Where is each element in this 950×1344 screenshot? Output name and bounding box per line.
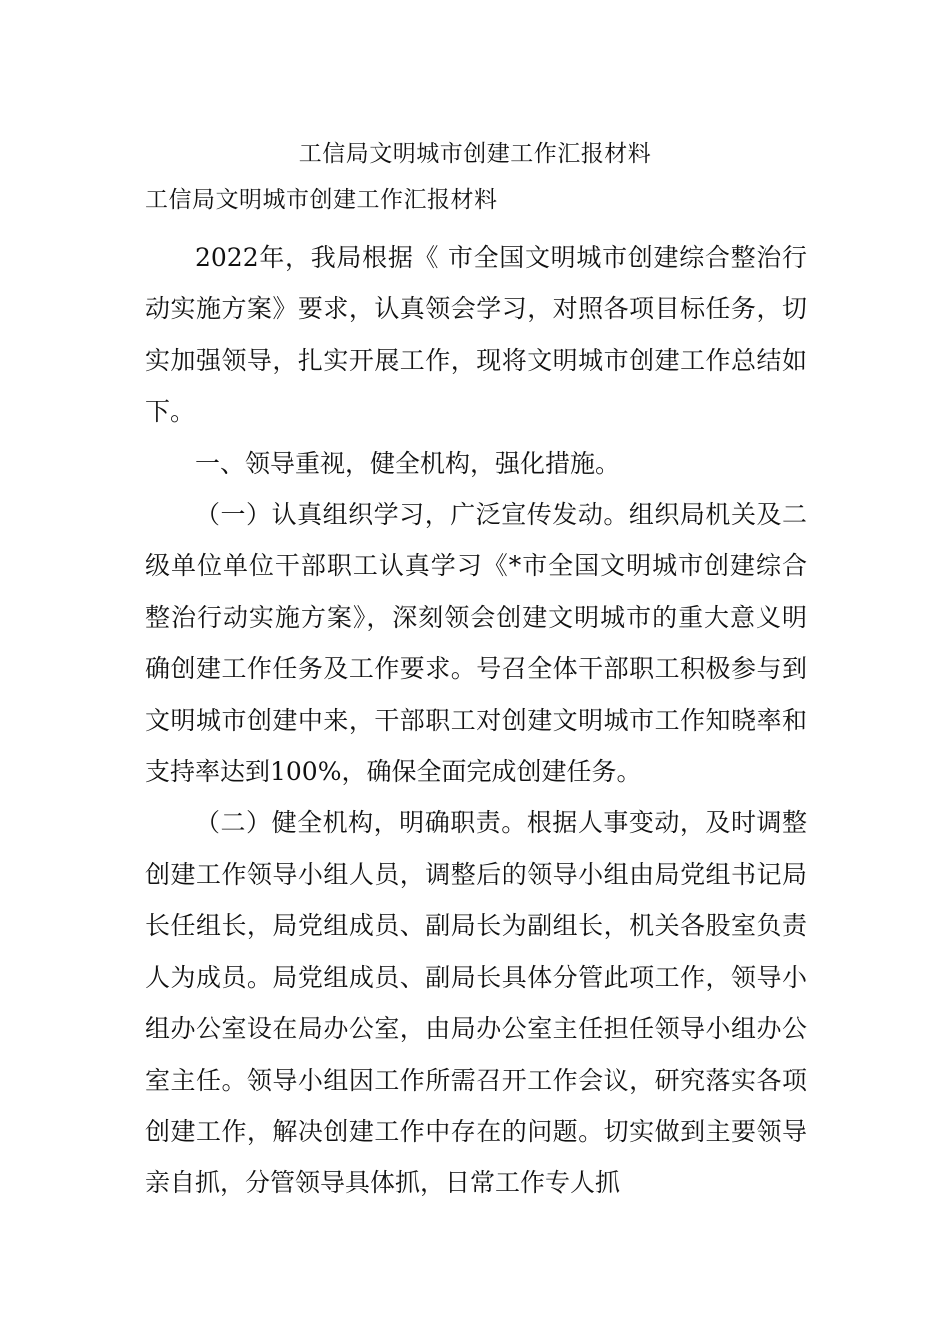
document-body [145, 232, 807, 1209]
document-title: 工信局文明城市创建工作汇报材料 [298, 141, 652, 167]
paragraph-heading-1: 一、领导重视，健全机构，强化措施。 [195, 448, 621, 478]
paragraph-section-1: （一）认真组织学习，广泛宣传发动。组织局机关及二级单位单位干部职工认真学习《*市全国文明城市创建综合整治行动实施方案》，深刻领会创建文明城市的重大意义明确创建工作任务及工作要求。号召全体干部职工积极参与到文明城市创建中来，干部职工对创建文明城市工作知晓率和支持率达到100%，确保全面完成创建任务。 [145, 500, 807, 787]
document-subtitle: 工信局文明城市创建工作汇报材料 [145, 187, 498, 213]
paragraph-intro: 2022年，我局根据《 市全国文明城市创建综合整治行动实施方案》要求，认真领会学习，对照各项目标任务，切实加强领导，扎实开展工作，现将文明城市创建工作总结如下。 [145, 243, 807, 427]
paragraph-section-2: （二）健全机构，明确职责。根据人事变动，及时调整创建工作领导小组人员，调整后的领导小组由局党组书记局长任组长，局党组成员、副局长为副组长，机关各股室负责人为成员。局党组成员、副局长具体分管此项工作，领导小组办公室设在局办公室，由局办公室主任担任领导小组办公室主任。领导小组因工作所需召开工作会议，研究落实各项创建工作，解决创建工作中存在的问题。切实做到主要领导亲自抓，分管领导具体抓，日常工作专人抓 [145, 808, 807, 1198]
